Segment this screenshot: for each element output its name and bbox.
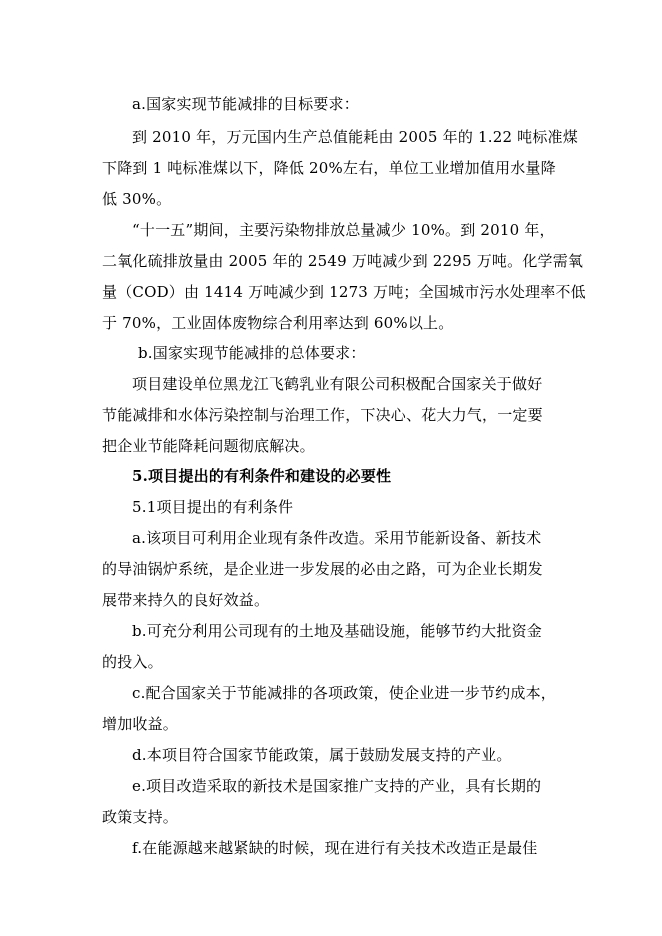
text-line: 的导油锅炉系统，是企业进一步发展的必由之路，可为企业长期发 [102,560,543,578]
text-line: f.在能源越来越紧缺的时候，现在进行有关技术改造正是最佳 [132,839,538,857]
text-line: 增加收益。 [102,715,179,733]
text-line: e.项目改造采取的新技术是国家推广支持的产业，具有长期的 [132,777,542,795]
text-line: 的投入。 [102,653,163,671]
text-line: 把企业节能降耗问题彻底解决。 [102,437,315,455]
text-line: 下降到 1 吨标准煤以下，降低 20%左右，单位工业增加值用水量降 [102,159,556,177]
paragraph-heading-b: b.国家实现节能减排的总体要求： [138,344,366,362]
section-heading: 5.项目提出的有利条件和建设的必要性 [132,467,392,485]
paragraph-heading-a: a.国家实现节能减排的目标要求： [132,95,359,113]
text-line: a.该项目可利用企业现有条件改造。采用节能新设备、新技术 [132,529,542,547]
text-line: 于 70%，工业固体废物综合利用率达到 60%以上。 [102,314,454,332]
text-line: 政策支持。 [102,808,179,826]
text-line: 到 2010 年，万元国内生产总值能耗由 2005 年的 1.22 吨标准煤 [132,128,578,146]
text-line: c.配合国家关于节能减排的各项政策，使企业进一步节约成本， [132,684,556,702]
text-line: 二氧化硫排放量由 2005 年的 2549 万吨减少到 2295 万吨。化学需氧 [102,252,584,270]
text-line: 量（COD）由 1414 万吨减少到 1273 万吨；全国城市污水处理率不低 [102,283,586,301]
text-line: 展带来持久的良好效益。 [102,591,270,609]
text-line: 节能减排和水体污染控制与治理工作，下决心、花大力气，一定要 [102,406,543,424]
subsection-heading: 5.1项目提出的有利条件 [132,498,294,516]
text-line: 低 30%。 [102,190,172,208]
text-line: 项目建设单位黑龙江飞鹤乳业有限公司积极配合国家关于做好 [132,375,543,393]
text-line: b.可充分利用公司现有的土地及基础设施，能够节约大批资金 [132,622,542,640]
text-line: “十一五”期间，主要污染物排放总量减少 10%。到 2010 年， [132,221,555,239]
text-line: d.本项目符合国家节能政策，属于鼓励发展支持的产业。 [132,746,512,764]
